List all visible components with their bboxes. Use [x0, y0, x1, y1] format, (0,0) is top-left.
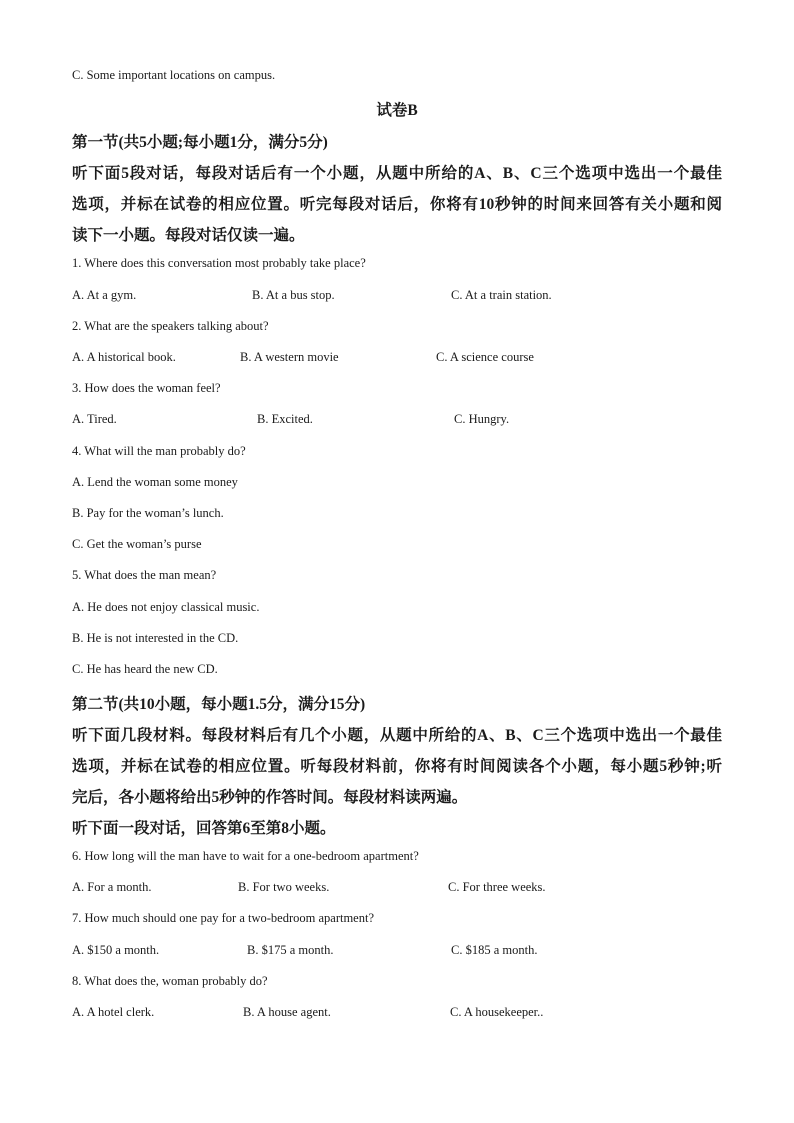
- option-b: B. Pay for the woman’s lunch.: [72, 506, 224, 520]
- section2-heading: 第二节(共10小题，每小题1.5分，满分15分): [72, 696, 366, 713]
- option-a: A. At a gym.: [72, 288, 137, 302]
- question-stem: 7. How much should one pay for a two-bedroom apartment?: [72, 911, 375, 925]
- option-b: B. A house agent.: [243, 1005, 331, 1019]
- option-c: C. At a train station.: [451, 288, 552, 302]
- option-b: B. A western movie: [240, 350, 339, 364]
- question-stem: 2. What are the speakers talking about?: [72, 319, 269, 333]
- question-stem: 6. How long will the man have to wait for a one-bedroom apartment?: [72, 849, 419, 863]
- option-a: A. A hotel clerk.: [72, 1005, 155, 1019]
- option-c: C. He has heard the new CD.: [72, 662, 218, 676]
- question-stem: 8. What does the, woman probably do?: [72, 974, 268, 988]
- option-c: C. $185 a month.: [451, 943, 538, 957]
- previous-option-c: C. Some important locations on campus.: [72, 68, 276, 82]
- section2-instruction-line: 听下面几段材料。每段材料后有几个小题，从题中所给的A、B、C三个选项中选出一个最佳: [72, 727, 722, 744]
- option-b: B. $175 a month.: [247, 943, 334, 957]
- option-a: A. He does not enjoy classical music.: [72, 600, 260, 614]
- question-stem: 1. Where does this conversation most probably take place?: [72, 256, 366, 270]
- option-a: A. Lend the woman some money: [72, 475, 238, 489]
- question-stem: 5. What does the man mean?: [72, 568, 217, 582]
- question-stem: 3. How does the woman feel?: [72, 381, 221, 395]
- option-b: B. Excited.: [257, 412, 313, 426]
- option-c: C. A science course: [436, 350, 534, 364]
- option-c: C. For three weeks.: [448, 880, 546, 894]
- group-intro: 听下面一段对话，回答第6至第8小题。: [72, 820, 336, 837]
- section2-instruction-line: 完后，各小题将给出5秒钟的作答时间。每段材料读两遍。: [72, 789, 468, 806]
- option-b: B. At a bus stop.: [252, 288, 335, 302]
- option-b: B. For two weeks.: [238, 880, 330, 894]
- section1-instruction-line: 听下面5段对话，每段对话后有一个小题，从题中所给的A、B、C三个选项中选出一个最佳: [72, 165, 722, 182]
- paper-title: 试卷B: [376, 102, 418, 119]
- section2-instruction-line: 选项，并标在试卷的相应位置。听每段材料前，你将有时间阅读各个小题，每小题5秒钟;听: [72, 758, 722, 775]
- section1-instruction-line: 选项，并标在试卷的相应位置。听完每段对话后，你将有10秒钟的时间来回答有关小题和阅: [72, 196, 722, 213]
- option-a: A. $150 a month.: [72, 943, 160, 957]
- option-a: A. Tired.: [72, 412, 117, 426]
- option-a: A. For a month.: [72, 880, 152, 894]
- question-stem: 4. What will the man probably do?: [72, 444, 246, 458]
- option-a: A. A historical book.: [72, 350, 176, 364]
- option-c: C. Hungry.: [454, 412, 510, 426]
- option-c: C. A housekeeper..: [450, 1005, 544, 1019]
- option-c: C. Get the woman’s purse: [72, 537, 202, 551]
- section1-instruction-line: 读下一小题。每段对话仅读一遍。: [72, 227, 305, 244]
- section1-heading: 第一节(共5小题;每小题1分，满分5分): [72, 134, 328, 151]
- option-b: B. He is not interested in the CD.: [72, 631, 239, 645]
